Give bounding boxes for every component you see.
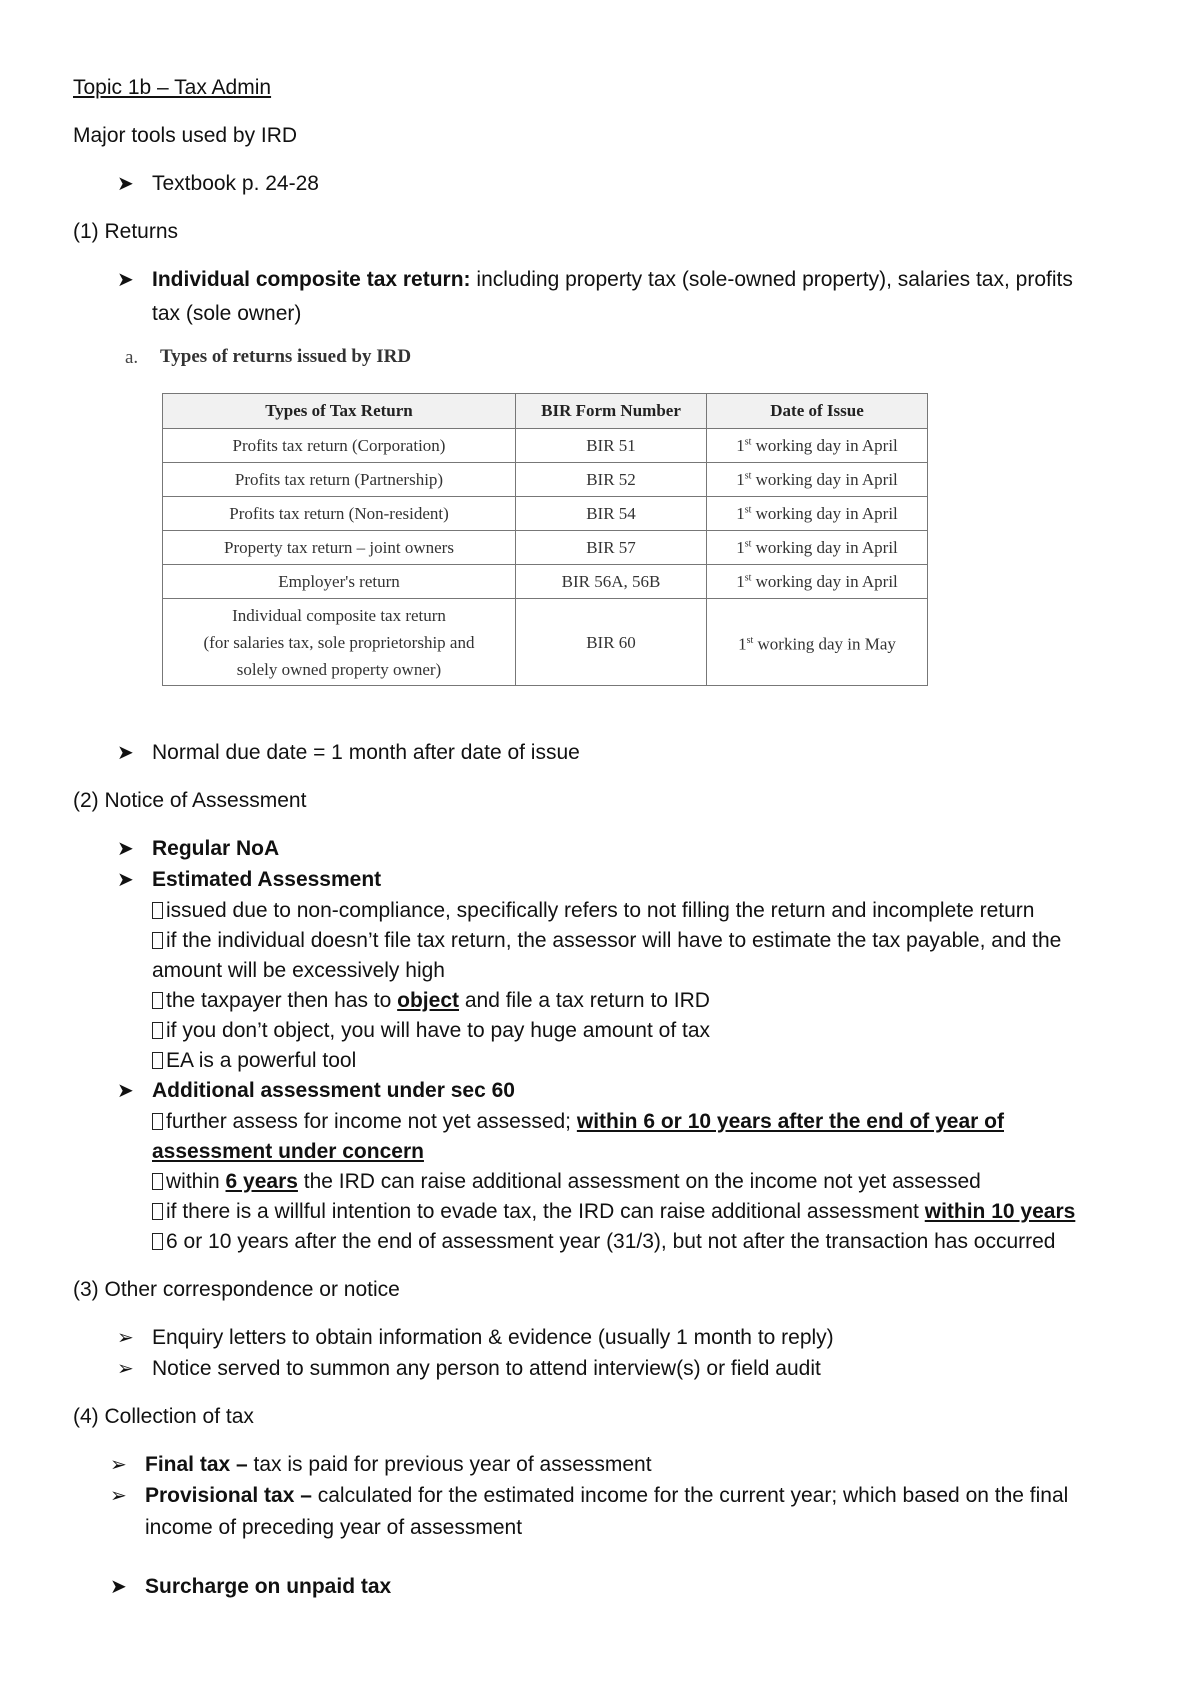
table-cell: Profits tax return (Partnership) — [163, 463, 516, 497]
table-cell: Profits tax return (Non-resident) — [163, 497, 516, 531]
table-cell: 1st working day in April — [707, 463, 928, 497]
table-row — [163, 565, 928, 599]
table-cell: BIR 54 — [516, 497, 707, 531]
composite-return-item-cont: tax (sole owner) — [152, 302, 302, 325]
table-caption: Types of returns issued by IRD — [160, 346, 412, 367]
surcharge-item: Surcharge on unpaid tax — [145, 1575, 392, 1598]
other-item: Enquiry letters to obtain information & evidence (usually 1 month to reply) — [152, 1326, 834, 1349]
header-cell: BIR Form Number — [516, 394, 707, 429]
provisional-tax-item-cont: income of preceding year of assessment — [145, 1516, 523, 1539]
table-header-row — [163, 394, 928, 429]
final-tax-item: Final tax – tax is paid for previous year of assessment — [145, 1453, 652, 1476]
bullet-arrow-icon: ➤ — [117, 838, 134, 860]
returns-heading: (1) Returns — [73, 220, 179, 243]
checkbox-square-icon — [152, 1233, 163, 1250]
bullet-arrow-outline-icon: ➢ — [117, 1358, 134, 1380]
other-heading: (3) Other correspondence or notice — [73, 1278, 400, 1301]
sub-label: a. — [125, 347, 139, 368]
collection-heading: (4) Collection of tax — [73, 1405, 254, 1428]
table-cell: 1st working day in April — [707, 565, 928, 599]
table-cell: 1st working day in May — [707, 599, 928, 686]
table-cell: Profits tax return (Corporation) — [163, 429, 516, 463]
table-row — [163, 599, 928, 686]
bullet-arrow-outline-icon: ➢ — [110, 1454, 127, 1476]
estimated-assessment-item: Estimated Assessment — [152, 868, 382, 891]
major-tools-heading: Major tools used by IRD — [73, 124, 298, 147]
bullet-arrow-icon: ➤ — [110, 1576, 127, 1598]
bullet-arrow-icon: ➤ — [117, 269, 134, 291]
ea-point: issued due to non-compliance, specifically refers to not filling the return and incomplete return — [152, 897, 1034, 925]
page-title: Topic 1b – Tax Admin — [73, 76, 272, 99]
aa-point: 6 or 10 years after the end of assessment year (31/3), but not after the transaction has occurred — [152, 1228, 1056, 1256]
table-cell: 1st working day in April — [707, 497, 928, 531]
aa-point: within 6 years the IRD can raise additional assessment on the income not yet assessed — [152, 1168, 981, 1196]
bullet-arrow-icon: ➤ — [117, 1080, 134, 1102]
notice-heading: (2) Notice of Assessment — [73, 789, 307, 812]
table-cell: BIR 51 — [516, 429, 707, 463]
other-item: Notice served to summon any person to attend interview(s) or field audit — [152, 1357, 821, 1380]
table-cell: 1st working day in April — [707, 531, 928, 565]
bullet-arrow-icon: ➤ — [117, 173, 134, 195]
checkbox-square-icon — [152, 1203, 163, 1220]
composite-return-item: Individual composite tax return: including property tax (sole-owned property), salaries tax, profits — [152, 268, 1073, 291]
table-row — [163, 429, 928, 463]
due-date-item: Normal due date = 1 month after date of issue — [152, 741, 580, 764]
table-row — [163, 463, 928, 497]
checkbox-square-icon — [152, 1022, 163, 1039]
aa-point-cont: assessment under concern — [152, 1140, 424, 1163]
table-cell: BIR 60 — [516, 599, 707, 686]
table-row — [163, 531, 928, 565]
aa-point: further assess for income not yet assessed; within 6 or 10 years after the end of year of — [152, 1108, 1004, 1136]
bullet-arrow-icon: ➤ — [117, 742, 134, 764]
provisional-tax-item: Provisional tax – calculated for the estimated income for the current year; which based on the final — [145, 1484, 1069, 1507]
checkbox-square-icon — [152, 992, 163, 1009]
returns-table — [162, 393, 928, 686]
bullet-arrow-outline-icon: ➢ — [117, 1327, 134, 1349]
regular-noa-item: Regular NoA — [152, 837, 280, 860]
additional-assessment-item: Additional assessment under sec 60 — [152, 1079, 515, 1102]
checkbox-square-icon — [152, 1173, 163, 1190]
ea-point-cont: amount will be excessively high — [152, 959, 445, 982]
ea-point: if the individual doesn’t file tax return, the assessor will have to estimate the tax payable, and the — [152, 927, 1061, 955]
ea-point: if you don’t object, you will have to pay huge amount of tax — [152, 1017, 710, 1045]
checkbox-square-icon — [152, 1052, 163, 1069]
table-cell: 1st working day in April — [707, 429, 928, 463]
header-cell: Types of Tax Return — [163, 394, 516, 429]
bullet-arrow-outline-icon: ➢ — [110, 1485, 127, 1507]
table-cell: BIR 57 — [516, 531, 707, 565]
ea-point: EA is a powerful tool — [152, 1047, 356, 1075]
textbook-ref: Textbook p. 24-28 — [152, 172, 319, 195]
table-cell: Employer's return — [163, 565, 516, 599]
bullet-arrow-icon: ➤ — [117, 869, 134, 891]
table-cell: BIR 52 — [516, 463, 707, 497]
table-cell: BIR 56A, 56B — [516, 565, 707, 599]
checkbox-square-icon — [152, 902, 163, 919]
table-cell: Property tax return – joint owners — [163, 531, 516, 565]
ea-point: the taxpayer then has to object and file a tax return to IRD — [152, 987, 710, 1015]
checkbox-square-icon — [152, 1113, 163, 1130]
header-cell: Date of Issue — [707, 394, 928, 429]
table-row — [163, 497, 928, 531]
aa-point: if there is a willful intention to evade tax, the IRD can raise additional assessment within 10 years — [152, 1198, 1075, 1226]
table-cell: Individual composite tax return (for salaries tax, sole proprietorship and solely owned property owner) — [163, 599, 516, 686]
checkbox-square-icon — [152, 932, 163, 949]
